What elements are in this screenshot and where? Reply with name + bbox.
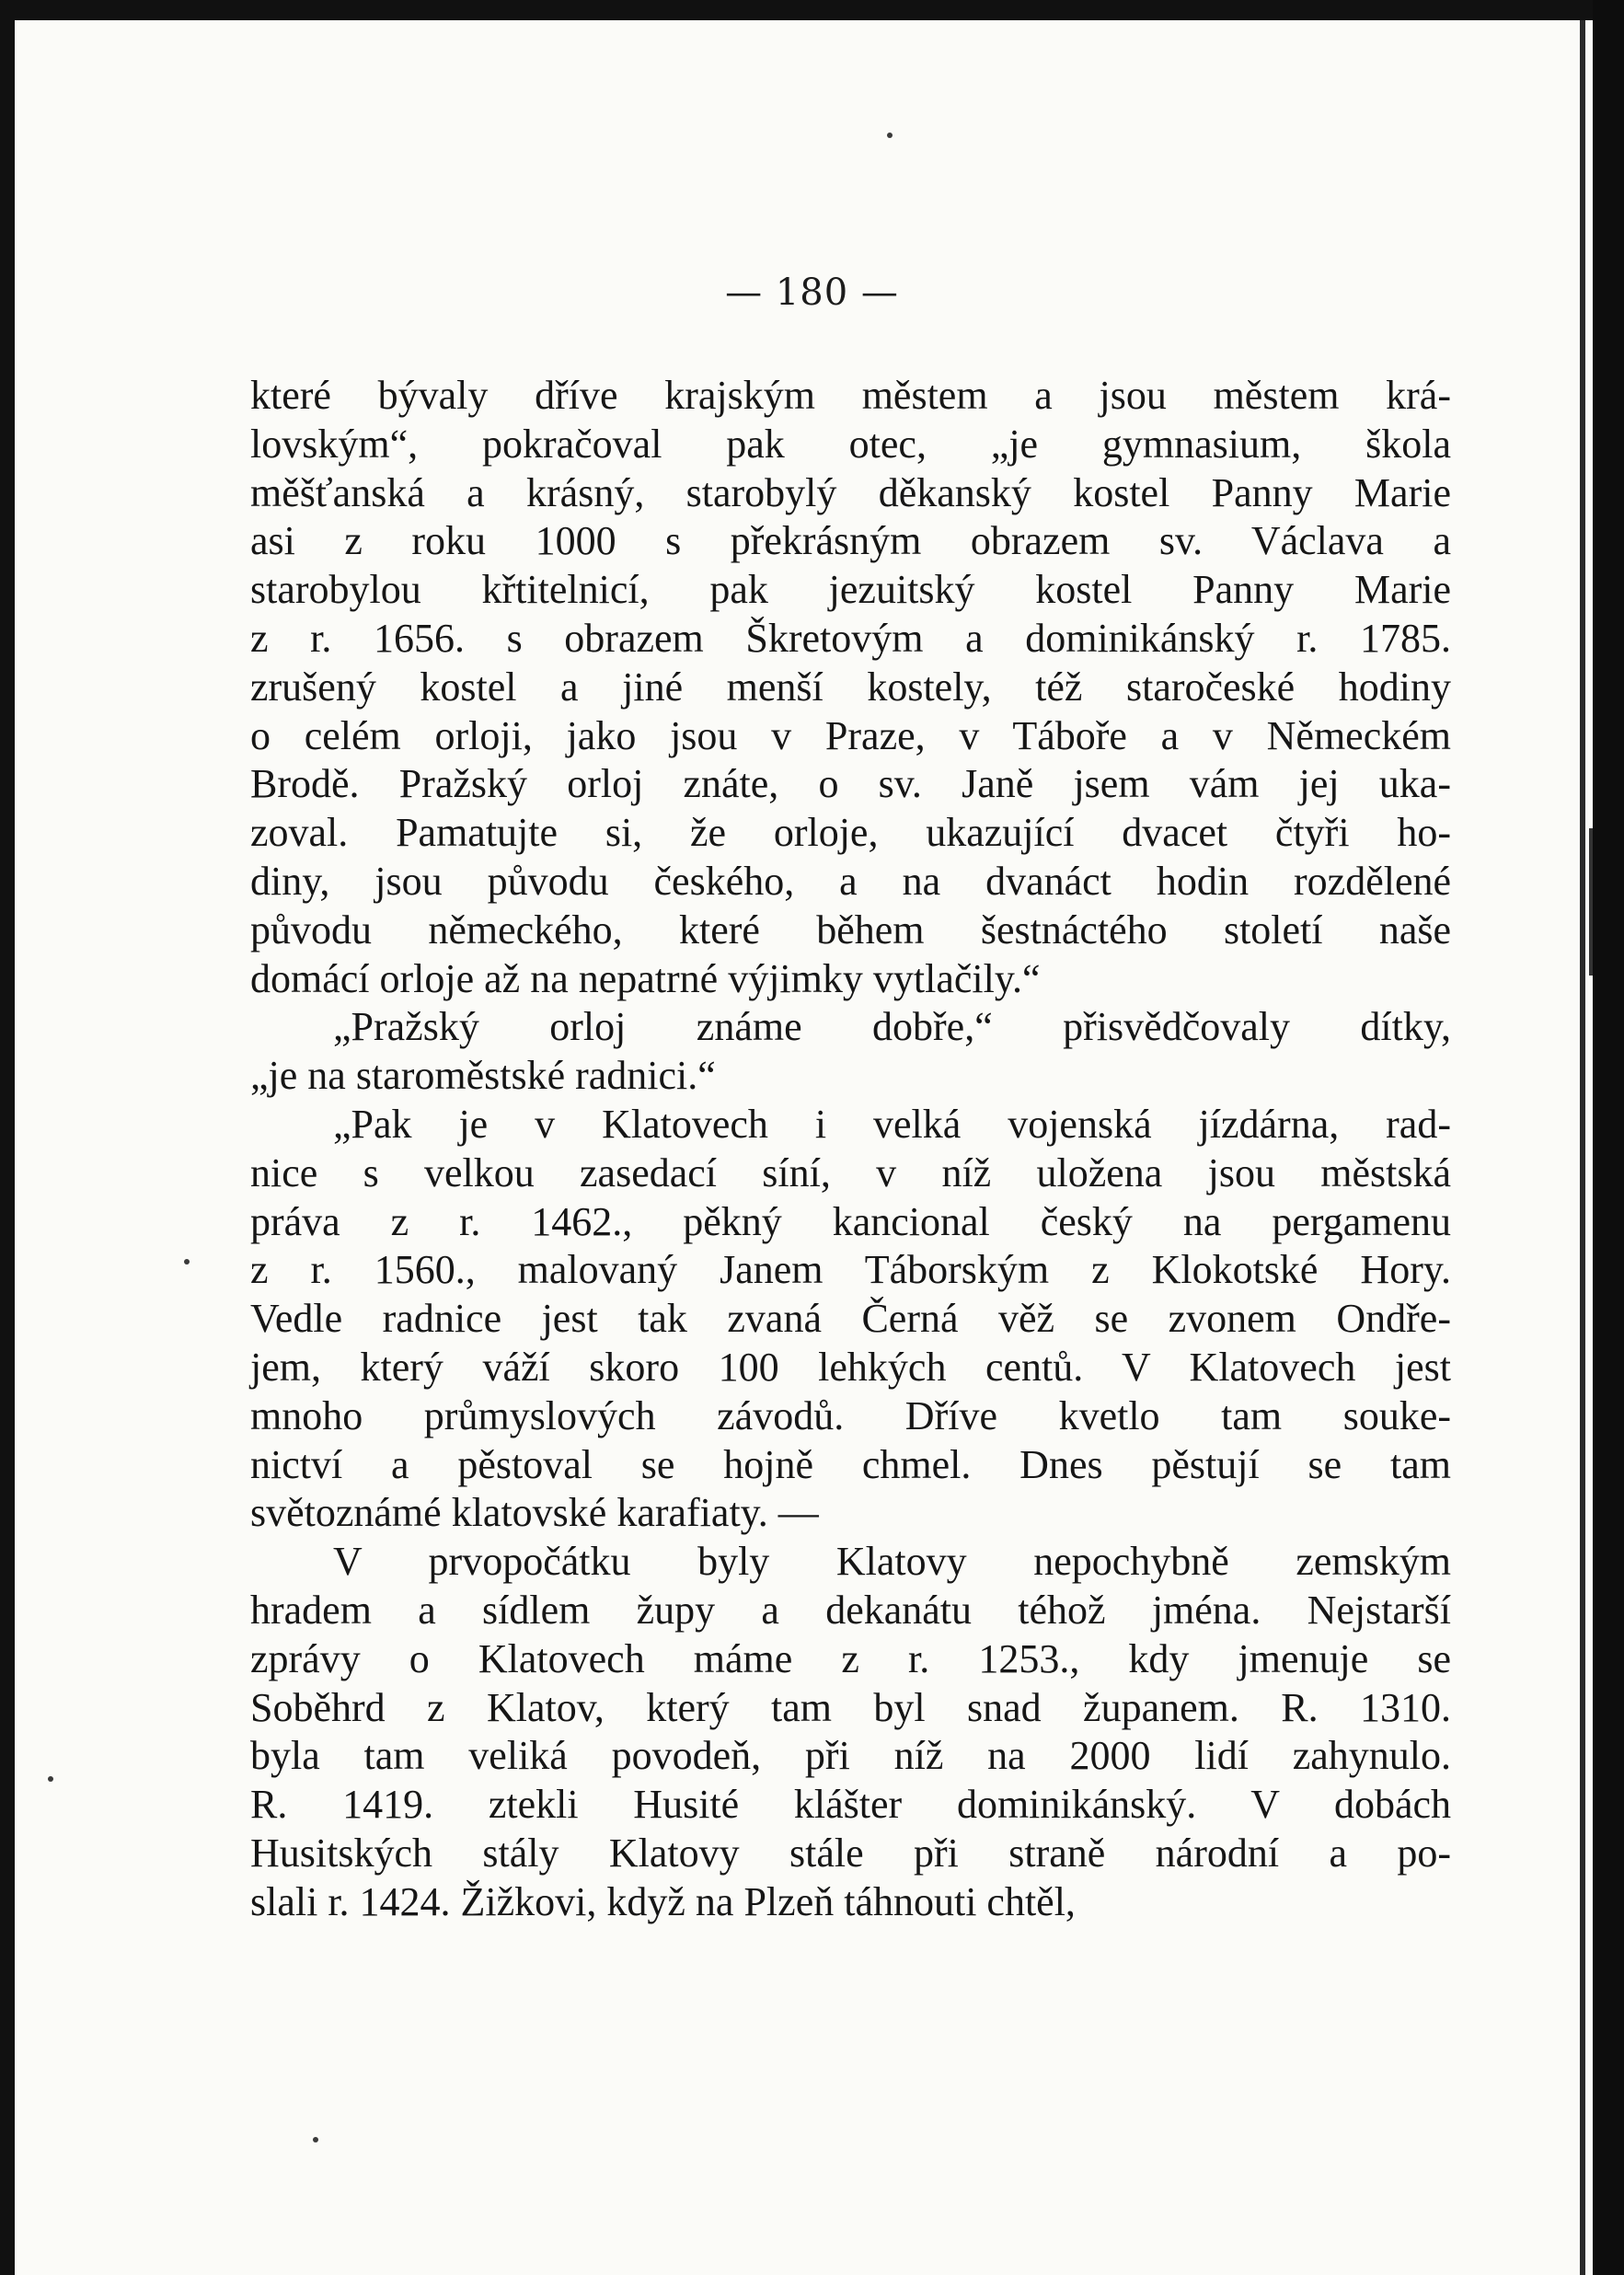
text-line: z r. 1656. s obrazem Škretovým a dominikánský r. 1785.: [250, 615, 1451, 661]
text-line: jem, který váží skoro 100 lehkých centů. V Klatovech jest: [250, 1344, 1451, 1390]
text-line: „Pražský orloj známe dobře,“ přisvědčovaly dítky,: [333, 1004, 1451, 1050]
text-line: nice s velkou zasedací síní, v níž uložena jsou městská: [250, 1149, 1451, 1195]
text-line: domácí orloje až na nepatrné výjimky vytlačily.“: [250, 955, 1041, 1001]
paragraph-2: [250, 1003, 1451, 1101]
text-line: „je na staroměstské radnici.“: [250, 1053, 716, 1099]
text-line: nictví a pěstoval se hojně chmel. Dnes pěstují se tam: [250, 1441, 1451, 1487]
text-line: Husitských stály Klatovy stále při straně národní a po-: [250, 1830, 1451, 1876]
dust-speck: [48, 1776, 53, 1782]
text-line: práva z r. 1462., pěkný kancional český na pergamenu: [250, 1198, 1451, 1244]
text-line: o celém orloji, jako jsou v Praze, v Táboře a v Německém: [250, 712, 1451, 758]
text-line: měšťanská a krásný, starobylý děkanský kostel Panny Marie: [250, 469, 1451, 515]
text-line: z r. 1560., malovaný Janem Táborským z Klokotské Hory.: [250, 1247, 1451, 1293]
text-line: V prvopočátku byly Klatovy nepochybně zemským: [333, 1539, 1451, 1585]
dust-speck: [313, 2137, 318, 2142]
text-line: Brodě. Pražský orloj znáte, o sv. Janě jsem vám jej uka-: [250, 761, 1451, 807]
paragraph-1: [250, 372, 1451, 1003]
text-line: starobylou křtitelnicí, pak jezuitský kostel Panny Marie: [250, 567, 1451, 613]
dust-speck: [184, 1259, 190, 1265]
text-line: mnoho průmyslových závodů. Dříve kvetlo tam souke-: [250, 1392, 1451, 1438]
scan-border-top: [0, 0, 1624, 20]
dust-speck: [887, 133, 893, 138]
scan-border-right: [1593, 0, 1624, 2275]
text-line: hradem a sídlem župy a dekanátu téhož jména. Nejstarší: [250, 1587, 1451, 1633]
text-line: slali r. 1424. Žižkovi, když na Plzeň táhnouti chtěl,: [250, 1878, 1076, 1924]
text-line: zoval. Pamatujte si, že orloje, ukazující dvacet čtyři ho-: [250, 810, 1451, 856]
text-line: světoznámé klatovské karafiaty. —: [250, 1490, 819, 1536]
text-line: „Pak je v Klatovech i velká vojenská jízdárna, rad-: [333, 1101, 1451, 1147]
page-edge-line: [1580, 20, 1585, 2275]
text-line: asi z roku 1000 s překrásným obrazem sv. Václava a: [250, 518, 1451, 564]
text-line: zrušený kostel a jiné menší kostely, též staročeské hodiny: [250, 664, 1451, 710]
text-line: byla tam veliká povodeň, při níž na 2000 lidí zahynulo.: [250, 1733, 1451, 1779]
text-line: R. 1419. ztekli Husité klášter dominikánský. V dobách: [250, 1782, 1451, 1828]
page-number: — 180 —: [725, 271, 899, 314]
text-line: které bývaly dříve krajským městem a jsou městem krá-: [250, 373, 1451, 418]
paragraph-4: [250, 1538, 1451, 1926]
scan-border-left: [0, 0, 15, 2275]
margin-mark: [1589, 828, 1593, 976]
body-text: [250, 372, 1451, 1927]
paragraph-3: [250, 1101, 1451, 1538]
text-line: Soběhrd z Klatov, který tam byl snad županem. R. 1310.: [250, 1684, 1451, 1730]
text-line: diny, jsou původu českého, a na dvanáct hodin rozdělené: [250, 858, 1451, 904]
text-line: lovským“, pokračoval pak otec, „je gymnasium, škola: [250, 421, 1451, 467]
text-line: Vedle radnice jest tak zvaná Černá věž se zvonem Ondře-: [250, 1296, 1451, 1342]
text-line: původu německého, které během šestnáctého století naše: [250, 907, 1451, 953]
text-line: zprávy o Klatovech máme z r. 1253., kdy jmenuje se: [250, 1635, 1451, 1681]
